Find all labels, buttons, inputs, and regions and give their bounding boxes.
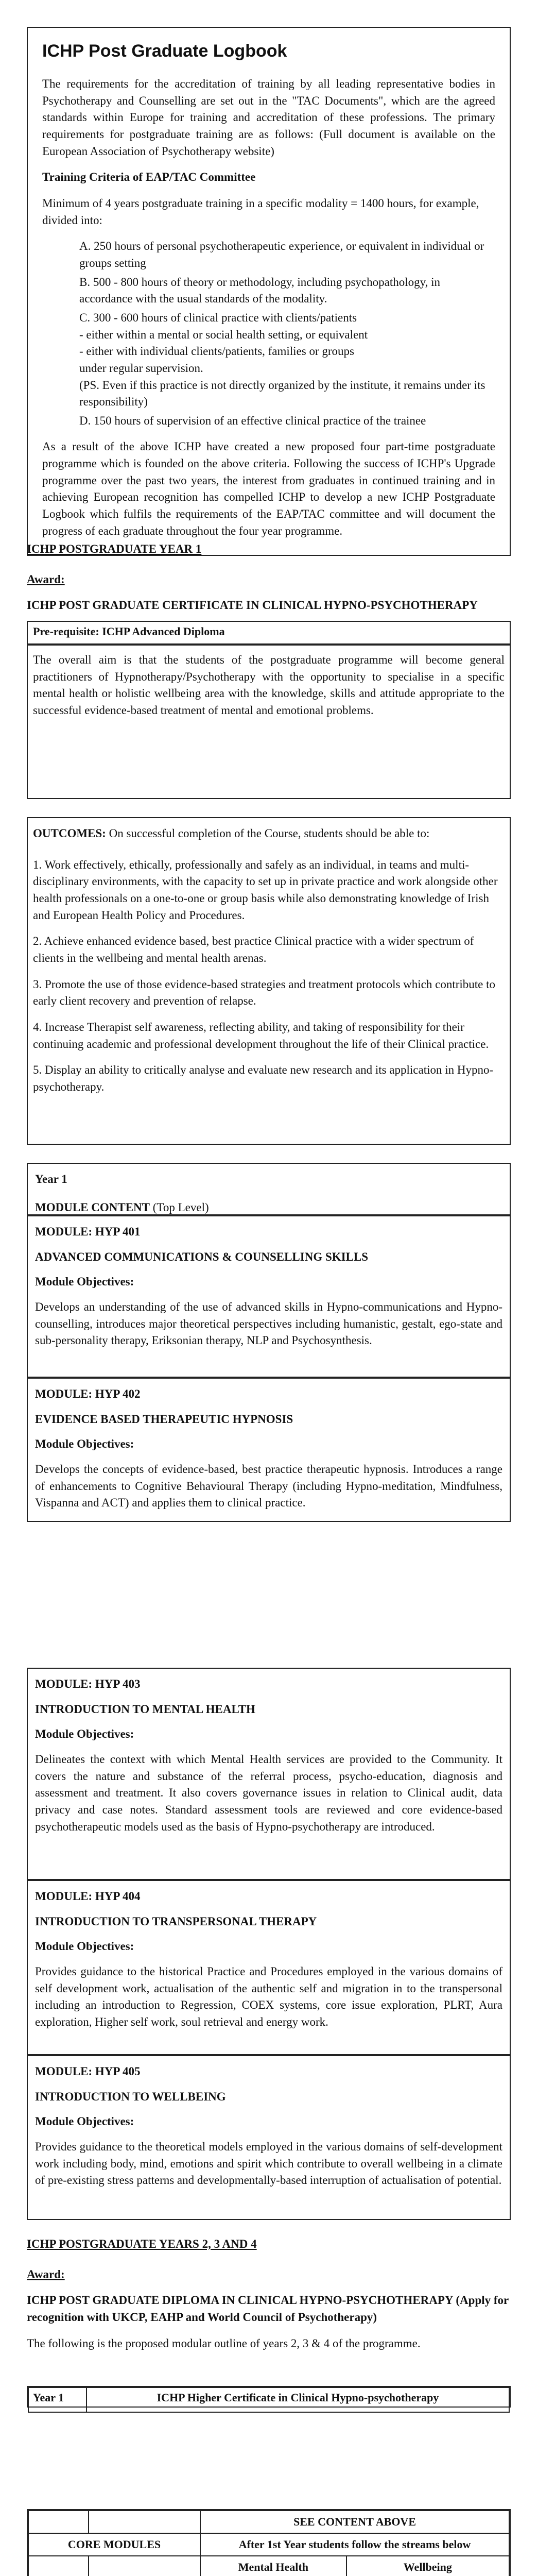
core-modules-cell: CORE MODULES xyxy=(28,2533,200,2556)
module-code-404: MODULE: HYP 404 xyxy=(35,1890,141,1903)
outcomes-intro: On successful completion of the Course, students should be able to: xyxy=(109,827,430,840)
outcome-2: 2. Achieve enhanced evidence based, best practice Clinical practice with a wider spectrum of clients in the wellbeing and mental health arenas. xyxy=(33,935,474,964)
overview-box xyxy=(27,645,511,799)
summary-title-cell: ICHP Higher Certificate in Clinical Hypno-psychotherapy xyxy=(86,2387,509,2412)
module-objectives-label: Module Objectives: xyxy=(35,1275,134,1289)
overview-text: The overall aim is that the students of the postgraduate programme will become general practitioners of Hypnotherapy/Psychotherapy with the opportunity to specialise in a specific mental health or holistic wellbeing area with the knowledge, skills and attitude appropriate to the successful evidence-based treatment of mental and emotional problems. xyxy=(33,653,505,717)
wellbeing-header: Wellbeing xyxy=(346,2556,509,2576)
page-title: ICHP Post Graduate Logbook xyxy=(42,41,287,61)
module-text-403: Delineates the context with which Mental Health services are provided to the Community. It covers the nature and substance of the referral process, psycho-education, diagnosis and assessment and treatment. It also covers governance issues in relation to Clinical audit, data privacy and case notes. Standard assessment tools are reviewed and core evidence-based psychotherapeutic models used as the basis of Hypno-psychotherapy are introduced. xyxy=(35,1752,502,1833)
module-title-401: ADVANCED COMMUNICATIONS & COUNSELLING SKILLS xyxy=(35,1250,369,1263)
module-code-405: MODULE: HYP 405 xyxy=(35,2065,141,2078)
outcome-4: 4. Increase Therapist self awareness, reflecting ability, and taking of responsibility for their continuing academic and professional development throughout the life of their Clinical practice. xyxy=(33,1020,489,1050)
prerequisite-box xyxy=(27,621,511,645)
module-content-sub: (Top Level) xyxy=(152,1200,209,1214)
module-hyp403 xyxy=(27,1668,511,1880)
years234-award: ICHP POST GRADUATE DIPLOMA IN CLINICAL HYPNO-PSYCHOTHERAPY (Apply for recognition with UKCP, EAHP and World Council of Psychotherapy) xyxy=(27,2294,509,2324)
year1-award: ICHP POST GRADUATE CERTIFICATE IN CLINICAL HYPNO-PSYCHOTHERAPY xyxy=(27,599,478,612)
module-hyp404 xyxy=(27,1880,511,2055)
outcome-5: 5. Display an ability to critically analyse and evaluate new research and its application in Hypno-psychotherapy. xyxy=(33,1063,494,1093)
list-item-a: A. 250 hours of personal psychotherapeutic experience, or equivalent in individual or groups setting xyxy=(79,240,484,269)
module-title-404: INTRODUCTION TO TRANSPERSONAL THERAPY xyxy=(35,1914,317,1928)
years234-outline: The following is the proposed modular outline of years 2, 3 & 4 of the programme. xyxy=(27,2336,421,2350)
module-hyp401 xyxy=(27,1215,511,1378)
years234-heading: ICHP POSTGRADUATE YEARS 2, 3 AND 4 xyxy=(27,2238,257,2250)
module-title-402: EVIDENCE BASED THERAPEUTIC HYPNOSIS xyxy=(35,1412,293,1426)
module-hyp402 xyxy=(27,1378,511,1522)
year1-heading: ICHP POSTGRADUATE YEAR 1 xyxy=(27,543,202,555)
outcomes-label: OUTCOMES: xyxy=(33,827,106,840)
see-content-cell: SEE CONTENT ABOVE xyxy=(200,2511,509,2533)
after-first-cell: After 1st Year students follow the streams below xyxy=(200,2533,509,2556)
module-title-403: INTRODUCTION TO MENTAL HEALTH xyxy=(35,1702,255,1716)
streams-matrix-table xyxy=(27,2509,511,2576)
years234-award-label: Award: xyxy=(27,2267,65,2281)
prerequisite-text: Pre-requisite: ICHP Advanced Diploma xyxy=(33,625,225,638)
module-text-401: Develops an understanding of the use of advanced skills in Hypno-communications and Hypno-counselling, introduces major theoretical perspectives including humanistic, gestalt, ego-state and sub-personality therapy, Eriksonian therapy, NLP and Psychosynthesis. xyxy=(35,1300,502,1347)
year1-heading-block xyxy=(27,541,511,623)
outcome-1: 1. Work effectively, ethically, professionally and safely as an individual, in teams and multi-disciplinary environments, with the capacity to set up in private practice and work alongside other health professionals on a one-to-one or group basis while also demonstrating knowledge of Irish and European Health Policy and Procedures. xyxy=(33,858,498,922)
intro-paragraph-3: As a result of the above ICHP have created a new proposed four part-time postgraduate programme which is founded on the above criteria. Following the success of ICHP's Upgrade programme over the past two years, the interest from graduates in continued training and in achieving European recognition has compelled ICHP to develop a new ICHP Postgraduate Logbook which fulfils the requirements of the EAP/TAC committee and will document the progress of each graduate throughout the four year programme. xyxy=(42,440,495,537)
module-objectives-label: Module Objectives: xyxy=(35,2115,134,2128)
list-item-d: D. 150 hours of supervision of an effective clinical practice of the trainee xyxy=(79,414,426,427)
module-objectives-label: Module Objectives: xyxy=(35,1437,134,1451)
module-code-403: MODULE: HYP 403 xyxy=(35,1677,141,1690)
module-code-402: MODULE: HYP 402 xyxy=(35,1387,141,1400)
list-item-c-2: - either with individual clients/patients, families or groups xyxy=(79,345,354,358)
module-year-label: Year 1 xyxy=(35,1173,67,1185)
module-content-label: MODULE CONTENT xyxy=(35,1200,150,1214)
years234-heading-block xyxy=(27,2236,511,2361)
module-objectives-label: Module Objectives: xyxy=(35,1727,134,1741)
list-item-c-4: (PS. Even if this practice is not directly organized by the institute, it remains under its responsibility) xyxy=(79,378,485,409)
mental-health-header: Mental Health xyxy=(200,2556,346,2576)
list-item-c-3: under regular supervision. xyxy=(79,361,203,375)
module-code-401: MODULE: HYP 401 xyxy=(35,1225,141,1238)
module-objectives-label: Module Objectives: xyxy=(35,1940,134,1953)
module-title-405: INTRODUCTION TO WELLBEING xyxy=(35,2090,226,2103)
module-text-402: Develops the concepts of evidence-based, best practice therapeutic hypnosis. Introduces a range of enhancements to Cognitive Behavioural Therapy (including Hypno-meditation, Mindfulness, Vispanna and ACT) and applies them to clinical practice. xyxy=(35,1462,502,1510)
summary-year-cell: Year 1 xyxy=(28,2387,86,2412)
outcome-3: 3. Promote the use of those evidence-based strategies and treatment protocols which contribute to early client recovery and prevention of relapse. xyxy=(33,977,496,1008)
intro-box xyxy=(27,27,511,556)
year1-award-label: Award: xyxy=(27,572,65,586)
intro-paragraph-1: The requirements for the accreditation of training by all leading representative bodies in Psychotherapy and Counselling are set out in the "TAC Documents", which are the agreed standards within Europe for training and accreditation of these professions. The primary requirements for postgraduate training are as follows: (Full document is available on the European Association of Psychotherapy website) xyxy=(42,77,495,158)
year1-summary-table xyxy=(27,2386,511,2408)
module-text-405: Provides guidance to the theoretical models employed in the various domains of self-development work including body, mind, emotions and spirit which contribute to overall wellbeing in a climate of pre-existing stress patterns and developmentally-based interruption of actualisation of potential. xyxy=(35,2140,502,2187)
intro-paragraph-2: Minimum of 4 years postgraduate training in a specific modality = 1400 hours, for example, divided into: xyxy=(42,196,479,227)
module-hyp405 xyxy=(27,2055,511,2220)
list-item-c: C. 300 - 600 hours of clinical practice with clients/patients xyxy=(79,311,357,324)
list-item-b: B. 500 - 800 hours of theory or methodology, including psychopathology, in accordance with the usual standards of the modality. xyxy=(79,275,440,306)
list-item-c-1: - either within a mental or social health setting, or equivalent xyxy=(79,328,368,341)
module-content-header xyxy=(27,1163,511,1215)
outcomes-box xyxy=(27,817,511,1145)
module-text-404: Provides guidance to the historical Practice and Procedures employed in the various domains of self development work, actualisation of the authentic self and migration in to the transpersonal including an introduction to Regression, COEX systems, core issue exploration, PLRT, Aura exploration, Higher self work, soul retrieval and energy work. xyxy=(35,1964,502,2028)
criteria-heading: Training Criteria of EAP/TAC Committee xyxy=(42,171,256,184)
